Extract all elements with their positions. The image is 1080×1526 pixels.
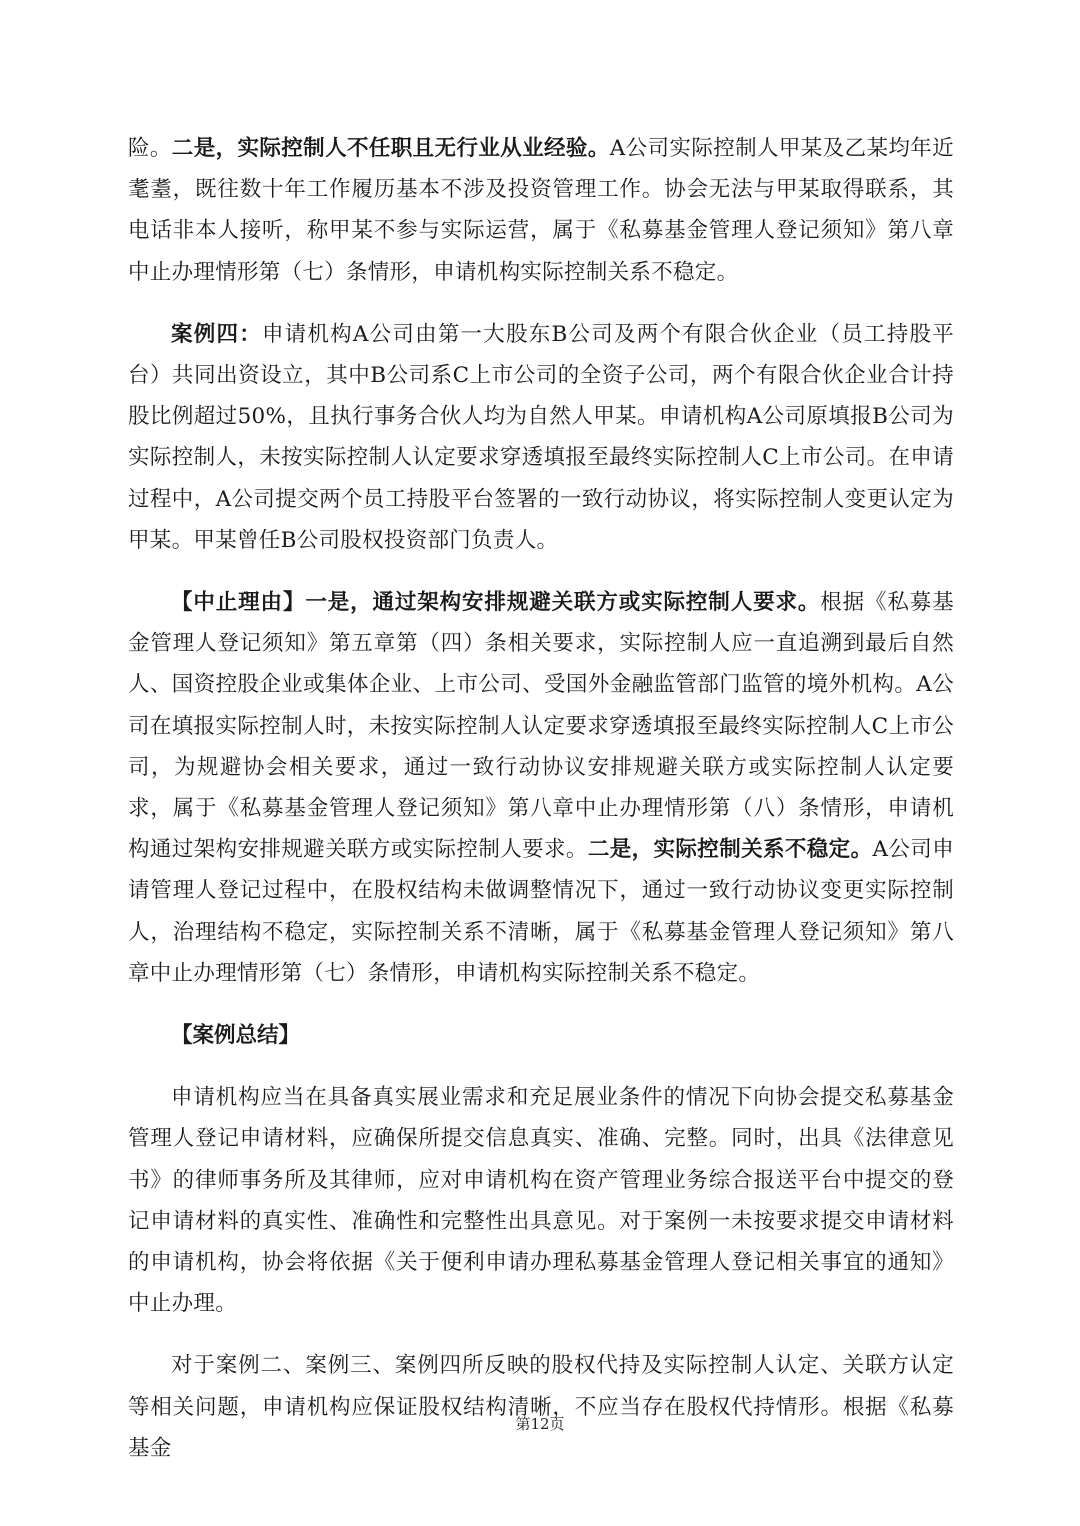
paragraph-text: 根据《私募基金管理人登记须知》第五章第（四）条相关要求，实际控制人应一直追溯到最后自然人、国资控股企业或集体企业、上市公司、受国外金融监管部门监管的境外机构。A公司在填报实际控制人时，未按实际控制人认定要求穿透填报至最终实际控制人C上市公司，为规避协会相关要求，通过一致行动协议安排规避关联方或实际控制人认定要求，属于《私募基金管理人登记须知》第八章中止办理情形第（八）条情形，申请机构通过架构安排规避关联方或实际控制人要求。 xyxy=(128,590,954,863)
paragraph-text: 申请机构A公司由第一大股东B公司及两个有限合伙企业（员工持股平台）共同出资设立，其中B公司系C上市公司的全资子公司，两个有限合伙企业合计持股比例超过50%，且执行事务合伙人均为自然人甲某。申请机构A公司原填报B公司为实际控制人，未按实际控制人认定要求穿透填报至最终实际控制人C上市公司。在申请过程中，A公司提交两个员工持股平台签署的一致行动协议，将实际控制人变更认定为甲某。甲某曾任B公司股权投资部门负责人。 xyxy=(128,321,954,553)
bold-phrase: 【中止理由】一是，通过架构安排规避关联方或实际控制人要求。 xyxy=(171,590,821,616)
paragraph-case4 xyxy=(128,314,954,561)
paragraph-summary-2: 对于案例二、案例三、案例四所反映的股权代持及实际控制人认定、关联方认定等相关问题，申请机构应保证股权结构清晰，不应当存在股权代持情形。根据《私募基金 xyxy=(128,1353,954,1461)
paragraph-text: 险。 xyxy=(128,136,172,161)
paragraph-text: A公司实际控制人甲某及乙某均年近耄耋，既往数十年工作履历基本不涉及投资管理工作。协会无法与甲某取得联系，其电话非本人接听，称甲某不参与实际运营，属于《私募基金管理人登记须知》第八章中止办理情形第（七）条情形，申请机构实际控制关系不稳定。 xyxy=(128,136,954,285)
paragraph-text: A公司申请管理人登记过程中，在股权结构未做调整情况下，通过一致行动协议变更实际控制人，治理结构不稳定，实际控制关系不清晰，属于《私募基金管理人登记须知》第八章中止办理情形第（七）条情形，申请机构实际控制关系不稳定。 xyxy=(128,837,954,986)
paragraph-case3-reason xyxy=(128,128,954,293)
paragraph-summary-1: 申请机构应当在具备真实展业需求和充足展业条件的情况下向协会提交私募基金管理人登记申请材料，应确保所提交信息真实、准确、完整。同时，出具《法律意见书》的律师事务所及其律师，应对申请机构在资产管理业务综合报送平台中提交的登记申请材料的真实性、准确性和完整性出具意见。对于案例一未按要求提交申请材料的申请机构，协会将依据《关于便利申请办理私募基金管理人登记相关事宜的通知》中止办理。 xyxy=(128,1085,954,1317)
bold-phrase: 二是，实际控制关系不稳定。 xyxy=(587,837,873,863)
case-label: 案例四： xyxy=(171,321,262,347)
page-number: 第12页 xyxy=(515,1415,565,1433)
bold-phrase: 二是，实际控制人不任职且无行业从业经验。 xyxy=(171,136,610,161)
document-body xyxy=(128,128,954,1490)
paragraph-case4-reason xyxy=(128,582,954,994)
section-heading: 【案例总结】 xyxy=(171,1023,301,1049)
